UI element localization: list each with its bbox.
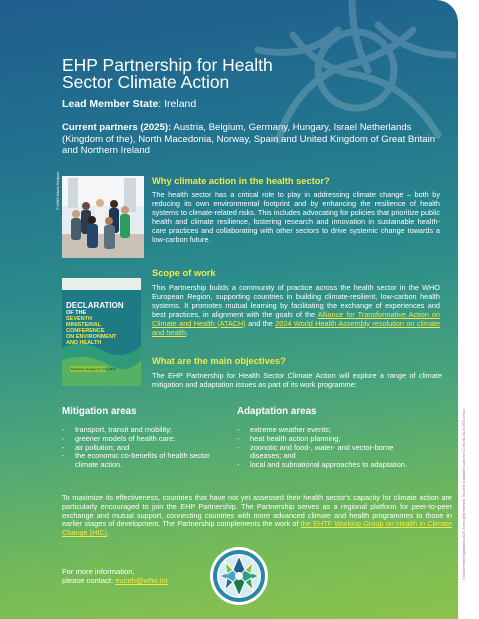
wha-resolution-link[interactable]: 2024 World Health Assembly resolution on climate and health	[152, 318, 440, 337]
partnership-hands-logo-icon	[209, 546, 269, 606]
contact-label: please contact:	[62, 576, 116, 586]
cover-line-5: CONFERENCE	[66, 327, 105, 334]
mitigation-heading: Mitigation areas	[62, 406, 137, 417]
contact-line-2	[62, 576, 168, 585]
why-text: The health sector has a critical role to play in addressing climate change – both by reducing its own environmental footprint and by enhancing the resilience of health systems to climate-related risks. This includes advocating for policies that prioritize public health and climate resilience, fostering research and innovation in sustainable health-care practices and collaborating with other sectors to drive systemic change towards a low-carbon future.	[152, 190, 440, 244]
cover-line-8: Budapest, Hungary	[71, 367, 97, 371]
lead-value: : Ireland	[158, 98, 197, 110]
atach-link[interactable]: Alliance for Transformative Action on Climate and Health (ATACH)	[152, 309, 440, 328]
current-partners	[62, 122, 446, 157]
cover-title	[66, 302, 139, 346]
contact-email-link[interactable]: euceh@who.int	[115, 576, 168, 586]
why-heading: Why climate action in the health sector?	[152, 176, 330, 186]
cover-line-1: DECLARATION	[66, 301, 124, 310]
partners-value: Austria, Belgium, Germany, Hungary, Israel Netherlands (Kingdom of the), North Macedonia, Norway, Spain and United Kingdom of Great Britain and Northern Ireland	[62, 122, 436, 156]
scope-text-1: This Partnership builds a community of practice across the health sector in the WHO European Region, supporting countries in building climate-resilient, low-carbon health systems. It promotes mutual learning by facilitating the exchange of experiences and best practices, in alignment with the goals of the	[152, 283, 440, 319]
people-photo-icon	[62, 176, 144, 258]
scope-text	[152, 284, 440, 337]
cover-line-2: OF THE	[66, 309, 87, 316]
declaration-cover	[62, 278, 141, 386]
scope-text-2: and the	[245, 318, 276, 328]
cover-line-7: AND HEALTH	[66, 339, 102, 346]
title-line-1: EHP Partnership for Health	[62, 55, 273, 75]
cover-line-4: MINISTERIAL	[66, 321, 102, 328]
objectives-text: The EHP Partnership for Health Sector Climate Action will explore a range of climate mitigation and adaptation issues as part of its work programme:	[152, 371, 442, 389]
meeting-photo	[62, 176, 144, 258]
cover-place	[71, 367, 116, 371]
cover-line-9: 5-7 July 2023	[97, 367, 116, 371]
lead-member-state	[62, 98, 196, 110]
mitigation-item: - transport, transit and mobility;	[62, 426, 222, 435]
ehtf-hic-link[interactable]: the EHTF Working Group on Health in Climate Change (HIC)	[62, 519, 452, 538]
adaptation-item: - extreme weather events;	[237, 426, 422, 435]
title-line-2: Sector Climate Action	[62, 72, 230, 92]
objectives-heading: What are the main objectives?	[152, 356, 286, 366]
page-title	[62, 57, 362, 91]
lead-label: Lead Member State	[62, 98, 159, 110]
cover-line-3: SEVENTH	[66, 315, 92, 322]
photo-credit: © WHO/ Nikola Smiljanic	[56, 171, 60, 210]
partners-label: Current partners (2025):	[62, 122, 172, 133]
adaptation-list	[237, 426, 422, 470]
membership-text-body: To maximize its effectiveness, countries that have not yet assessed their health sector's capacity for climate action are particularly encouraged to join the EHP Partnership. The Partnership serves as a regional platform for peer-to-peer exchange and mutual support, connecting countries with more advanced climate and health programmes to those in earlier stages of development. The Partnership complements the work of	[62, 493, 452, 529]
mitigation-item: - air pollution; and	[62, 444, 222, 453]
mitigation-item: - greener models of health care;	[62, 435, 222, 444]
contact-line-1: For more information,	[62, 567, 135, 576]
membership-text-end: .	[107, 528, 110, 538]
scope-text-3: .	[186, 327, 189, 337]
membership-text	[62, 494, 452, 538]
mitigation-list	[62, 426, 222, 470]
scope-heading: Scope of work	[152, 268, 216, 278]
contact-block	[62, 567, 168, 586]
adaptation-item: - zoonotic and food-, water- and vector-borne diseases; and	[237, 444, 422, 462]
copyright-note	[462, 570, 466, 580]
adaptation-heading: Adaptation areas	[237, 406, 317, 417]
adaptation-item: - heat health action planning;	[237, 435, 422, 444]
mitigation-item: - the economic co-benefits of health sector climate action.	[62, 452, 222, 470]
cover-line-6: ON ENVIRONMENT	[66, 333, 117, 340]
adaptation-item: - local and subnational approaches to adaptation.	[237, 461, 422, 470]
